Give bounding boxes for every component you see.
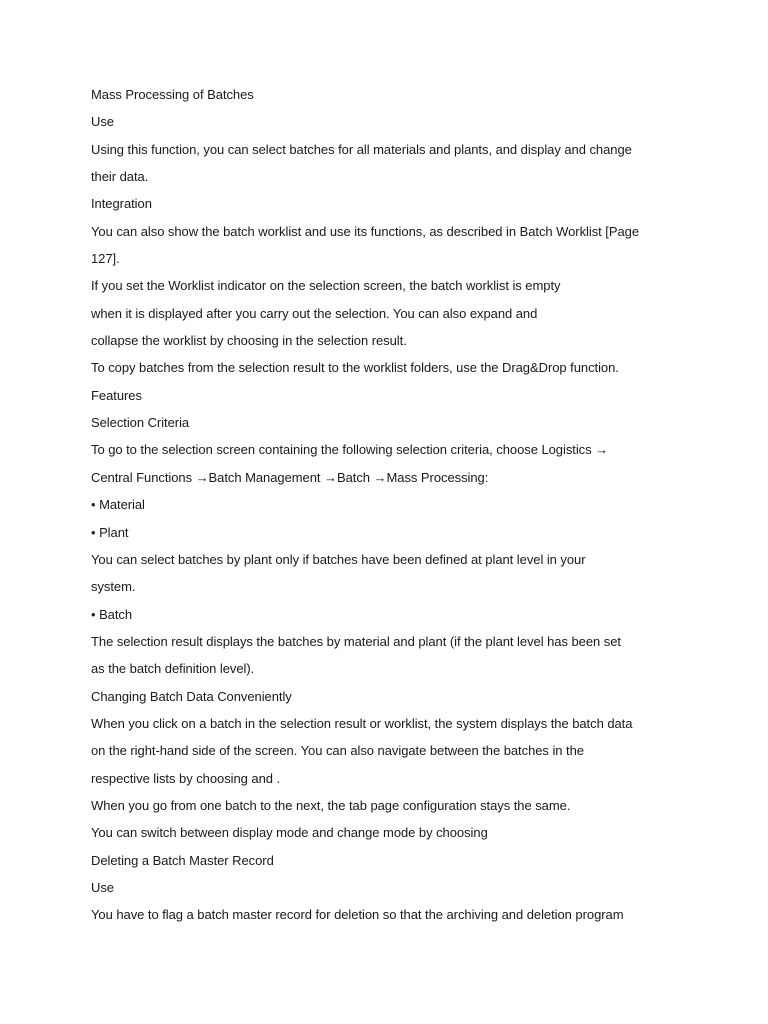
text-line: Central Functions →Batch Management →Batch →Mass Processing: — [91, 469, 489, 485]
text-line: When you go from one batch to the next, the tab page configuration stays the same. — [91, 797, 571, 813]
bullet-item-plant: • Plant — [91, 524, 129, 540]
bullet-item-material: • Material — [91, 497, 145, 513]
text-line: You have to flag a batch master record for deletion so that the archiving and deletion program — [91, 907, 624, 923]
section-heading-use: Use — [91, 114, 114, 130]
doc-title: Mass Processing of Batches — [91, 87, 254, 102]
subheading-changing-batch-data: Changing Batch Data Conveniently — [91, 688, 292, 704]
text-line: Using this function, you can select batches for all materials and plants, and display and change — [91, 141, 632, 157]
text-line: The selection result displays the batches by material and plant (if the plant level has been set — [91, 633, 621, 649]
text-line: as the batch definition level). — [91, 661, 255, 677]
text-line: You can switch between display mode and change mode by choosing — [91, 825, 488, 841]
text-line: 127]. — [91, 251, 120, 267]
text-line: system. — [91, 579, 136, 595]
text-line: If you set the Worklist indicator on the selection screen, the batch worklist is empty — [91, 278, 561, 294]
text-line: when it is displayed after you carry out the selection. You can also expand and — [91, 305, 538, 321]
bullet-item-batch: • Batch — [91, 606, 133, 622]
subheading-deleting-batch-master-record: Deleting a Batch Master Record — [91, 852, 274, 868]
subheading-selection-criteria: Selection Criteria — [91, 415, 190, 431]
text-line: You can select batches by plant only if batches have been defined at plant level in your — [91, 551, 586, 567]
text-line: When you click on a batch in the selection result or worklist, the system displays the batch data — [91, 715, 633, 731]
text-line: their data. — [91, 169, 149, 185]
text-line: To copy batches from the selection result to the worklist folders, use the Drag&Drop function. — [91, 360, 619, 376]
text-line: on the right-hand side of the screen. You can also navigate between the batches in the — [91, 743, 584, 759]
text-line: To go to the selection screen containing the following selection criteria, choose Logistics → — [91, 442, 609, 458]
section-heading-integration: Integration — [91, 196, 152, 212]
text-line: You can also show the batch worklist and use its functions, as described in Batch Worklist [Page — [91, 223, 639, 239]
text-line: respective lists by choosing and . — [91, 770, 281, 786]
section-heading-features: Features — [91, 387, 142, 403]
document-body — [91, 81, 691, 929]
section-heading-use: Use — [91, 879, 114, 895]
text-line: collapse the worklist by choosing in the selection result. — [91, 333, 407, 349]
